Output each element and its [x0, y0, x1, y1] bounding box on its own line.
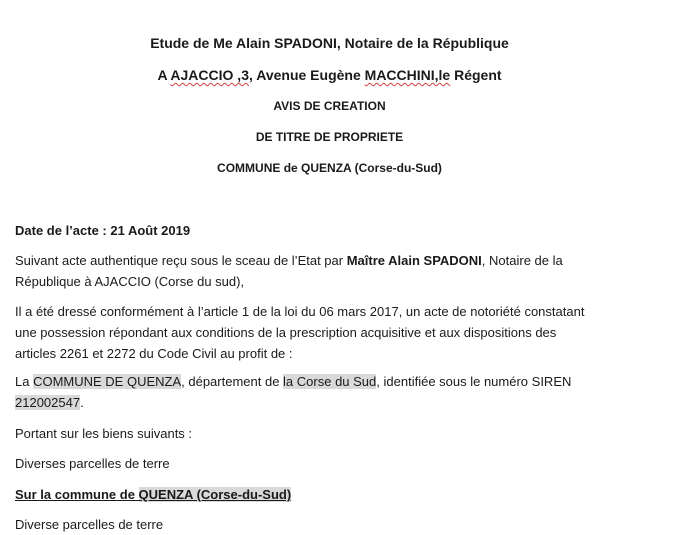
address-suffix: Régent: [450, 67, 502, 83]
siren-number: 212002547: [15, 395, 81, 410]
commune-heading: COMMUNE de QUENZA (Corse-du-Sud): [217, 161, 442, 175]
paragraph-notoriety-line2: une possession répondant aux conditions de la prescription acquisitive et aux dispositions des: [15, 325, 557, 340]
paragraph-deed: [15, 250, 655, 292]
address-street: MACCHINI,le: [364, 67, 451, 83]
deed-intro: Suivant acte authentique reçu sous le sceau de l’Etat par: [15, 253, 347, 268]
beneficiary-prefix: La: [15, 374, 34, 389]
deed-intro-end: , Notaire de la: [481, 253, 563, 268]
notary-office-title: Etude de Me Alain SPADONI, Notaire de la République: [150, 35, 509, 51]
commune-section-prefix: Sur la commune de: [15, 487, 139, 502]
notary-address: [0, 67, 674, 83]
paragraph-deed-line2: République à AJACCIO (Corse du sud),: [15, 274, 245, 289]
paragraph-deed-line1: [15, 250, 655, 271]
paragraph-beneficiary-line2: [15, 392, 655, 413]
paragraph-property-intro: Portant sur les biens suivants :: [15, 426, 193, 441]
beneficiary-mid: , département de: [181, 374, 284, 389]
notice-title: AVIS DE CREATION: [273, 99, 386, 113]
paragraph-notoriety: [15, 301, 655, 364]
commune-section-name: QUENZA (Corse-du-Sud): [138, 487, 292, 502]
commune-section-heading: [15, 484, 655, 505]
notice-subtitle: DE TITRE DE PROPRIETE: [255, 130, 404, 144]
paragraph-property-type: Diverses parcelles de terre: [15, 456, 170, 471]
paragraph-notoriety-line3: articles 2261 et 2272 du Code Civil au profit de :: [15, 346, 293, 361]
beneficiary-commune: COMMUNE DE QUENZA: [33, 374, 182, 389]
paragraph-beneficiary-line1: [15, 371, 655, 392]
paragraph-beneficiary: [15, 371, 655, 413]
paragraph-parcels: Diverse parcelles de terre: [15, 517, 164, 532]
deed-date: Date de l’acte : 21 Août 2019: [15, 223, 191, 238]
address-city: AJACCIO ,3: [170, 67, 249, 83]
beneficiary-siren-label: , identifiée sous le numéro SIREN: [376, 374, 572, 389]
address-prefix: A: [157, 67, 171, 83]
paragraph-notoriety-line1: Il a été dressé conformément à l’article 1 de la loi du 06 mars 2017, un acte de notoriété constatant: [15, 304, 585, 319]
notary-name: Maître Alain SPADONI: [346, 253, 482, 268]
siren-period: .: [80, 395, 84, 410]
address-mid: , Avenue Eugène: [248, 67, 365, 83]
beneficiary-department: la Corse du Sud: [283, 374, 377, 389]
